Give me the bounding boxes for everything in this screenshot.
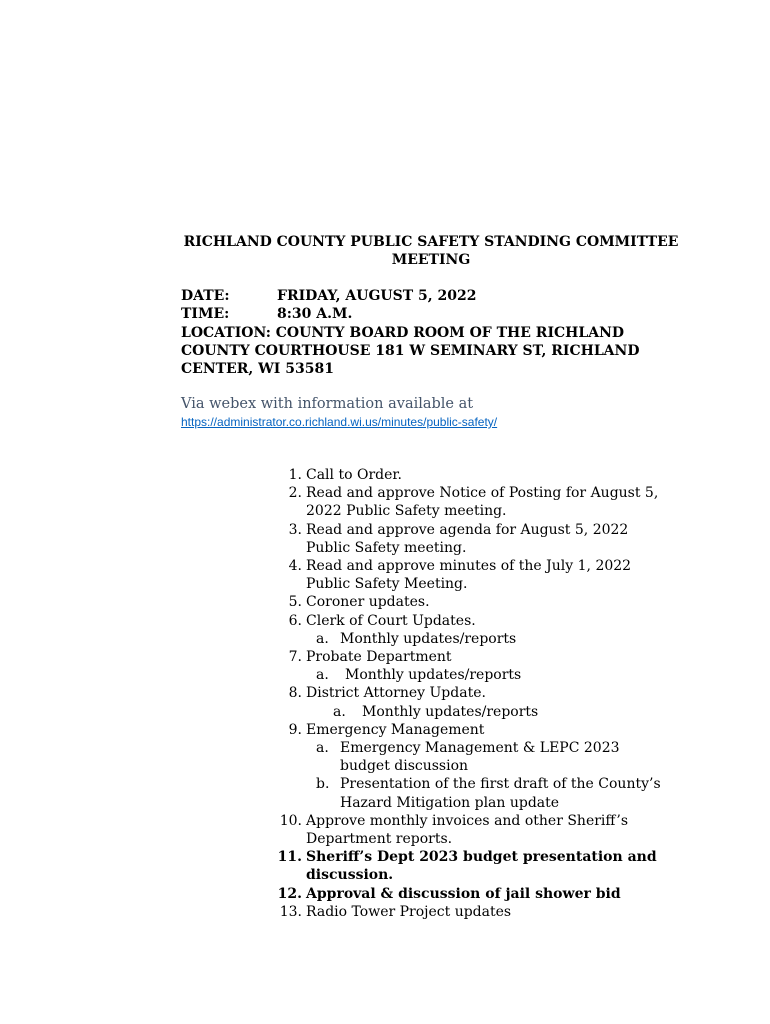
- agenda-item: [276, 557, 686, 593]
- agenda-item: [276, 521, 686, 557]
- agenda-item-number: 1.: [288, 467, 302, 483]
- agenda-item-number: 13.: [279, 903, 302, 920]
- agenda-item: [276, 484, 686, 520]
- agenda-item-text: Radio Tower Project updates: [306, 903, 512, 920]
- agenda-item-text: District Attorney Update.: [306, 685, 486, 702]
- agenda-item-text: Department reports.: [306, 831, 453, 848]
- agenda-item: [276, 593, 686, 611]
- meeting-info: [181, 287, 651, 378]
- webex-note: Via webex with information available at: [181, 396, 474, 412]
- agenda-subitem: [276, 630, 686, 648]
- agenda-item: [276, 684, 686, 702]
- agenda-item-number: 9.: [288, 721, 302, 738]
- time-value: 8:30 A.M.: [277, 306, 353, 323]
- agenda-item: [276, 721, 686, 739]
- agenda-subitem-text: Monthly updates/reports: [362, 703, 539, 720]
- agenda-item-text: Read and approve minutes of the July 1, 2022: [306, 558, 632, 575]
- agenda-item-number: 5.: [288, 594, 302, 611]
- agenda-item-number: 6.: [288, 612, 302, 629]
- agenda-item-text: Public Safety Meeting.: [306, 576, 468, 593]
- agenda-subitem-letter: b.: [316, 776, 330, 793]
- agenda-item-text: Coroner updates.: [306, 594, 430, 611]
- agenda-subitem-text: budget discussion: [340, 758, 469, 775]
- time-row: [181, 305, 651, 323]
- agenda-item-text: Approval & discussion of jail shower bid: [306, 885, 621, 902]
- agenda-item-text: Approve monthly invoices and other Sheriff’s: [306, 812, 629, 829]
- agenda-item: [276, 848, 686, 884]
- webex-link[interactable]: https://administrator.co.richland.wi.us/minutes/public-safety/: [181, 415, 498, 429]
- agenda-item-number: 12.: [277, 885, 302, 902]
- title-line-1: RICHLAND COUNTY PUBLIC SAFETY STANDING COMMITTEE: [183, 234, 679, 250]
- agenda-item: [276, 612, 686, 630]
- agenda-item-number: 7.: [288, 649, 302, 666]
- date-row: [181, 287, 651, 305]
- agenda-subitem-letter: a.: [316, 740, 329, 757]
- agenda-subitem-letter: a.: [333, 703, 346, 720]
- location-line-3: CENTER, WI 53581: [181, 361, 334, 378]
- location-line-2: COUNTY COURTHOUSE 181 W SEMINARY ST, RICHLAND: [181, 342, 640, 359]
- agenda-item-text: Probate Department: [306, 649, 452, 666]
- agenda-list: [276, 466, 686, 921]
- date-value: FRIDAY, AUGUST 5, 2022: [277, 288, 477, 304]
- agenda-item: [276, 466, 686, 484]
- agenda-item-text: Public Safety meeting.: [306, 539, 467, 556]
- agenda-item-text: Emergency Management: [306, 721, 485, 738]
- agenda-item-number: 11.: [277, 849, 302, 866]
- agenda-subitem-text: Hazard Mitigation plan update: [340, 794, 560, 811]
- agenda-item: [276, 885, 686, 903]
- agenda-item-text: discussion.: [306, 867, 394, 884]
- agenda-item-text: Call to Order.: [306, 467, 402, 483]
- document-title: [182, 233, 680, 269]
- agenda-subitem-text: Emergency Management & LEPC 2023: [340, 740, 620, 757]
- time-label: TIME:: [181, 306, 230, 323]
- agenda-item-number: 10.: [279, 812, 302, 829]
- agenda-item: [276, 648, 686, 666]
- agenda-subitem: [276, 666, 686, 684]
- agenda-item-text: 2022 Public Safety meeting.: [306, 503, 507, 520]
- agenda-item-text: Read and approve agenda for August 5, 2022: [306, 521, 629, 538]
- date-label: DATE:: [181, 288, 230, 304]
- agenda-item-number: 2.: [288, 485, 302, 502]
- agenda-item-number: 4.: [288, 558, 302, 575]
- agenda-item: [276, 903, 686, 921]
- agenda-item-text: Clerk of Court Updates.: [306, 612, 476, 629]
- agenda-subitem-text: Monthly updates/reports: [340, 630, 517, 647]
- agenda-item: [276, 812, 686, 848]
- agenda-item-number: 3.: [288, 521, 302, 538]
- agenda-subitem-letter: a.: [316, 667, 329, 684]
- location-line-1: LOCATION: COUNTY BOARD ROOM OF THE RICHLAND: [181, 324, 625, 341]
- agenda-subitem: [276, 703, 686, 721]
- title-line-2: MEETING: [391, 252, 471, 268]
- agenda-item-number: 8.: [288, 685, 302, 702]
- agenda-item-text: Read and approve Notice of Posting for August 5,: [306, 485, 659, 502]
- agenda-subitem-letter: a.: [316, 630, 329, 647]
- agenda-subitem-text: Monthly updates/reports: [345, 667, 522, 684]
- agenda-subitem: [276, 775, 686, 811]
- agenda-item-text: Sheriff’s Dept 2023 budget presentation and: [306, 849, 657, 866]
- agenda-subitem-text: Presentation of the first draft of the County’s: [340, 776, 661, 793]
- agenda-subitem: [276, 739, 686, 775]
